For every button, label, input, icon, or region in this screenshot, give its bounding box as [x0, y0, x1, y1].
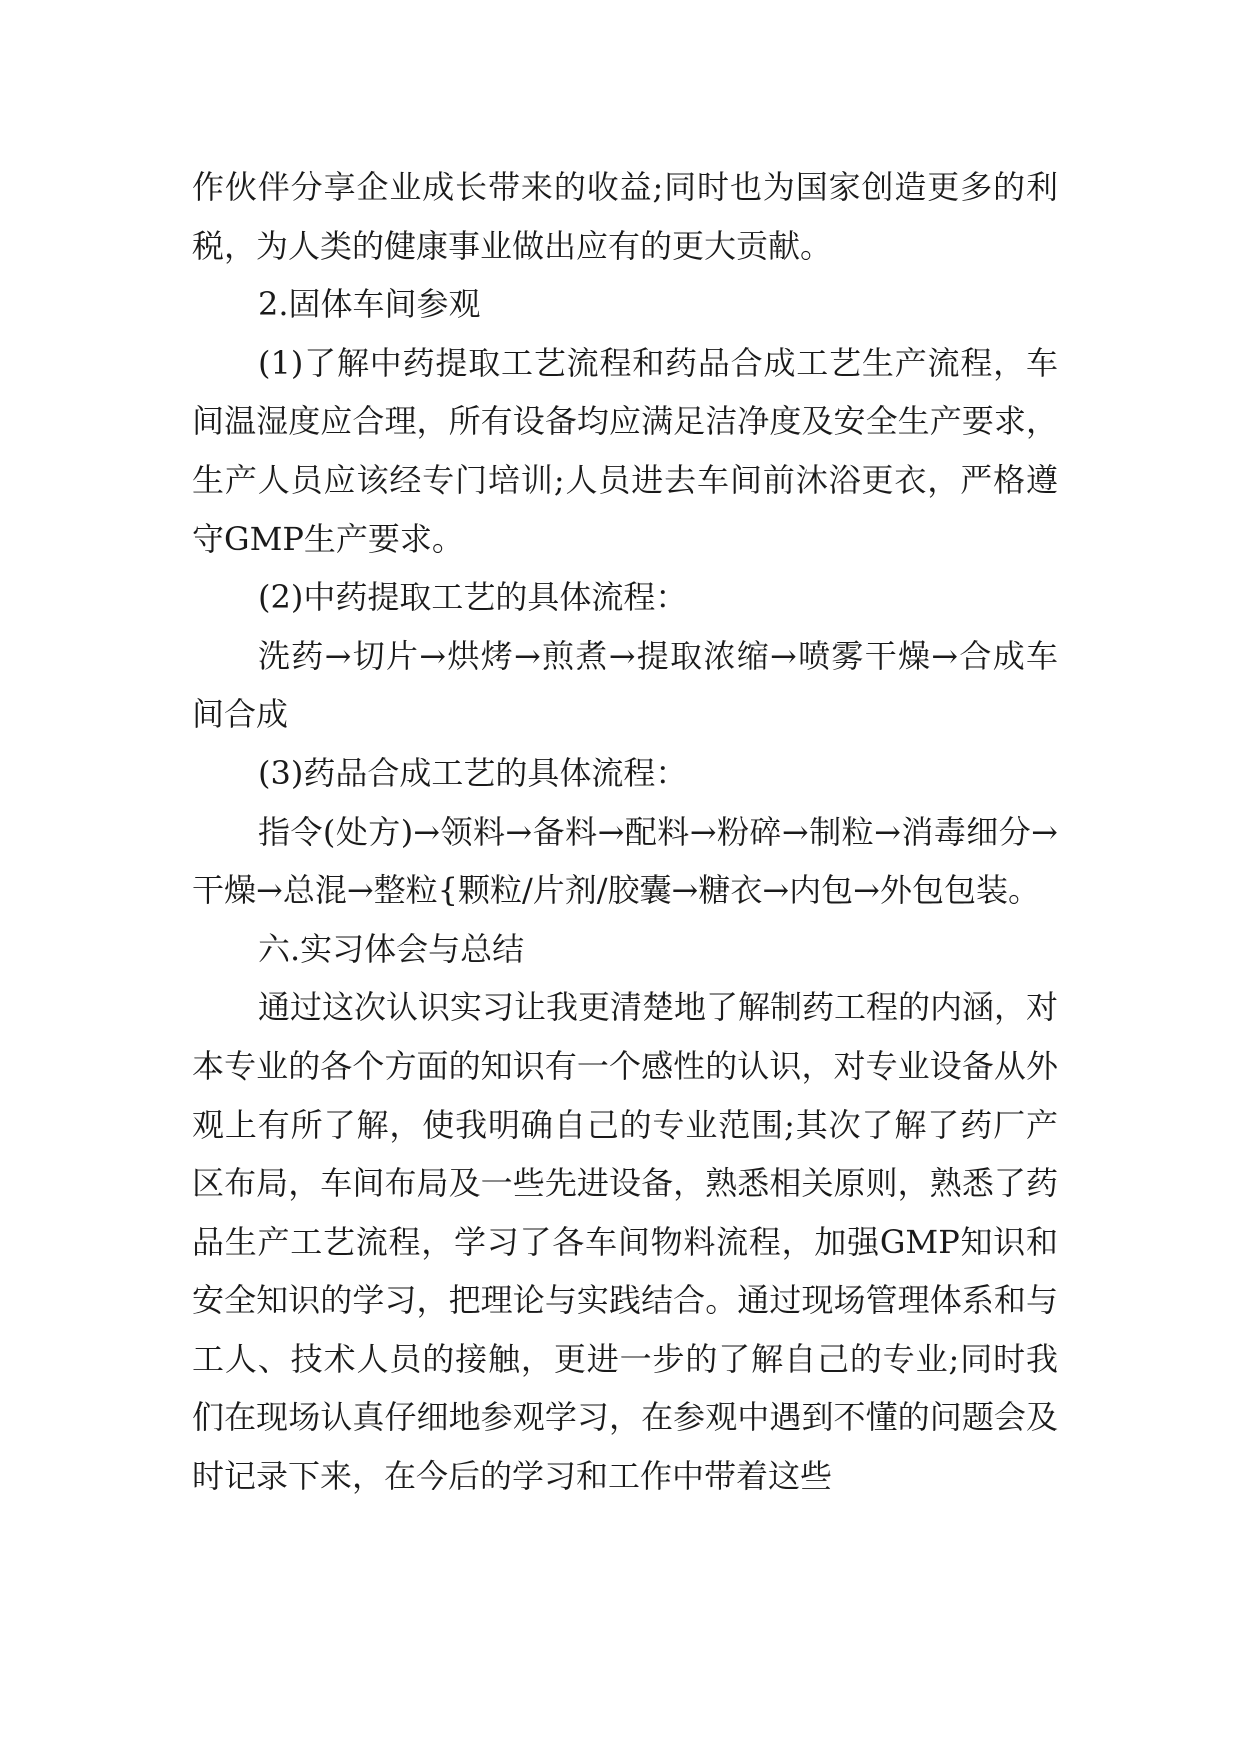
section-heading-summary: 六.实习体会与总结 [258, 929, 525, 968]
paragraph-summary: 通过这次认识实习让我更清楚地了解制药工程的内涵，对本专业的各个方面的知识有一个感性的认识，对专业设备从外观上有所了解，使我明确自己的专业范围;其次了解了药厂产区布局，车间布局及一些先进设备，熟悉相关原则，熟悉了药品生产工艺流程，学习了各车间物料流程，加强GMP知识和安全知识的学习，把理论与实践结合。通过现场管理体系和与工人、技术人员的接触，更进一步的了解自己的专业;同时我们在现场认真仔细地参观学习，在参观中遇到不懂的问题会及时记录下来，在今后的学习和工作中带着这些 [192, 988, 1059, 1496]
subheading-drug-synthesis: (3)药品合成工艺的具体流程： [258, 753, 688, 792]
subheading-tcm-extraction: (2)中药提取工艺的具体流程： [258, 578, 688, 617]
section-heading-solid-workshop: 2.固体车间参观 [258, 285, 481, 324]
paragraph-continuation: 作伙伴分享企业成长带来的收益;同时也为国家创造更多的利税，为人类的健康事业做出应有的更大贡献。 [192, 168, 1058, 265]
paragraph-tcm-extraction-flow: 洗药→切片→烘烤→煎煮→提取浓缩→喷雾干燥→合成车间合成 [192, 636, 1058, 734]
paragraph-workshop-overview: (1)了解中药提取工艺流程和药品合成工艺生产流程，车间温湿度应合理，所有设备均应满足洁净度及安全生产要求，生产人员应该经专门培训;人员进去车间前沐浴更衣，严格遵守GMP生产要求。 [192, 343, 1058, 558]
paragraph-drug-synthesis-flow: 指令(处方)→领料→备料→配料→粉碎→制粒→消毒细分→干燥→总混→整粒{颗粒/片剂/胶囊→糖衣→内包→外包包装。 [192, 812, 1058, 910]
document-page [192, 158, 1058, 1506]
